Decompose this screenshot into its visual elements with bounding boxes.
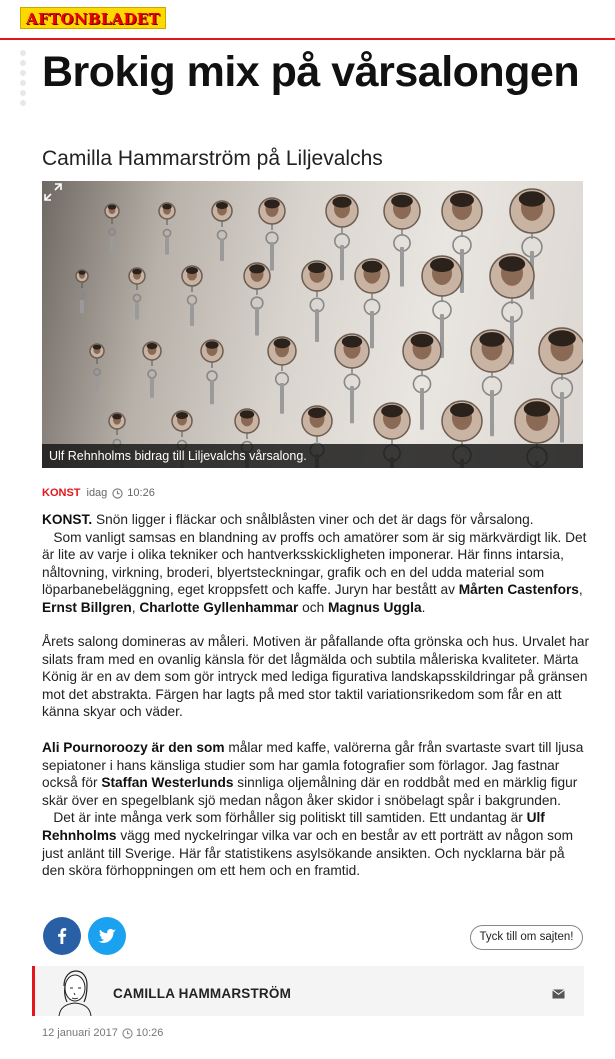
author-name[interactable]: CAMILLA HAMMARSTRÖM	[113, 986, 292, 1001]
image-caption: Ulf Rehnholms bidrag till Liljevalchs vårsalong.	[42, 444, 583, 468]
article-subheadline: Camilla Hammarström på Liljevalchs	[42, 147, 383, 170]
author-avatar[interactable]	[45, 966, 105, 1016]
side-dots	[20, 50, 26, 110]
clock-icon	[112, 488, 123, 499]
facebook-icon	[43, 917, 81, 955]
article-headline: Brokig mix på vårsalongen	[42, 48, 580, 96]
footer-time: 10:26	[135, 1027, 164, 1039]
header-accent-line	[0, 38, 615, 40]
hero-image[interactable]	[42, 181, 583, 468]
author-accent-bar	[32, 966, 35, 1016]
footer-date: 12 januari 2017	[42, 1027, 118, 1039]
article-meta	[42, 487, 155, 500]
section-kicker[interactable]: KONST	[42, 487, 81, 499]
clock-icon	[122, 1028, 133, 1039]
key-wall-illustration	[42, 181, 583, 468]
published-day: idag	[86, 487, 108, 499]
article-paragraph-1: KONST. Snön ligger i fläckar och snålblåsten viner och det är dags för vårsalong. Som vanligt samsas en blandning av proffs och amatörer som är sig märkvärdigt lik. Det är lite av varje i olika tekniker och hantverksskickligheten imponerar. Här finns intarsia, nåltovning, virkning, broderi, blyertsteckningar, grafik och en del udda material som löparbanebeläggning, eget kroppsfett och kaffe. Juryn har bestått av Mårten Castenfors, Ernst Billgren, Charlotte Gyllenhammar och Magnus Uggla.	[42, 512, 587, 615]
published-time: 10:26	[127, 487, 155, 499]
top-bar	[0, 0, 615, 38]
article-paragraph-3: Ali Pournoroozy är den som målar med kaffe, valörerna går från svartaste svart till ljusa sepiatoner i hans känsliga studier som har gamla fotografier som förlagor. Jag fastnar också för Staffan Westerlunds sinnliga oljemålning där en roddbåt med en märklig figur skär över en spegelblank sjö medan någon åker skidor i snöbelagt spår i bakgrunden. Det är inte många verk som förhåller sig politiskt till samtiden. Ett undantag är Ulf Rehnholms vägg med nyckelringar vilka var och en består av ett porträtt av någon som just anlänt till Sverige. Här får statistikens asylsökande ansikten. Och nycklarna bär på den sköra förhoppningen om ett hem och en framtid.	[42, 740, 584, 879]
feedback-button[interactable]: Tyck till om sajten!	[470, 925, 583, 950]
mail-icon[interactable]	[552, 989, 565, 999]
aftonbladet-logo[interactable]: AFTONBLADET	[20, 7, 166, 29]
facebook-share-button[interactable]	[43, 917, 81, 955]
twitter-icon	[88, 917, 126, 955]
article-paragraph-2: Årets salong domineras av måleri. Motiven är påfallande ofta grönska och hus. Urvalet har silats fram med en ovanlig känsla för det lågmälda och subtila måleriska kvaliteter. Märta König är en av dem som gör intryck med lediga figurativa landskapsskildringar på gränsen mot det abstrakta. Färgen har lagts på med stor taktil variationsrikedom som får en att känna skyar och väder.	[42, 634, 590, 720]
expand-icon[interactable]	[42, 181, 64, 203]
footer-dateline	[42, 1027, 163, 1039]
twitter-share-button[interactable]	[88, 917, 126, 955]
